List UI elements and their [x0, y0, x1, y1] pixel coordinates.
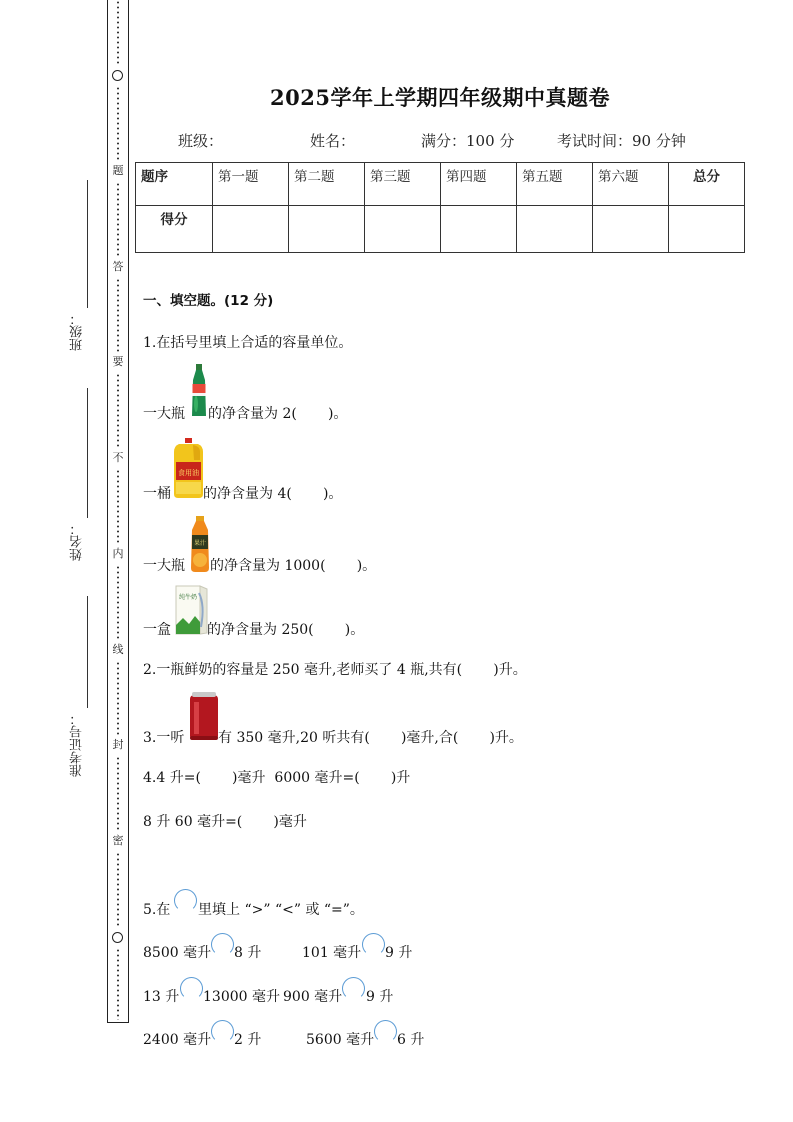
compare-circle-input[interactable]: [362, 933, 385, 956]
name-field-label: 姓名：: [310, 132, 356, 150]
compare-right-value: 6 升: [397, 1032, 425, 1048]
section-heading: 一、填空题。(12 分): [143, 293, 274, 309]
binding-char: 封: [112, 738, 124, 751]
binding-char: 内: [112, 547, 124, 560]
full-score-text: 满分：100 分: [421, 132, 515, 150]
question-4-line-2: 8 升 60 毫升=( )毫升: [143, 814, 307, 830]
q1-item-4-prefix: 一盒: [143, 622, 171, 638]
exam-time-text: 考试时间：90 分钟: [557, 132, 686, 150]
score-input-cell[interactable]: [289, 206, 365, 253]
score-header-cell: 第五题: [517, 163, 593, 206]
compare-right-value: 2 升: [234, 1032, 262, 1048]
class-write-line[interactable]: [87, 180, 88, 308]
compare-right-value: 9 升: [366, 989, 394, 1005]
compare-circle-input[interactable]: [211, 933, 234, 956]
binding-char: 密: [112, 834, 124, 847]
compare-left-value: 8500 毫升: [143, 945, 212, 961]
soda-can-icon: [189, 692, 219, 742]
score-table-header-row: [136, 163, 745, 206]
question-3-text: 有 350 毫升,20 听共有( )毫升,合( )升。: [218, 730, 523, 746]
binding-dotted-line: [116, 278, 120, 354]
binding-char: 线: [112, 643, 124, 656]
score-header-cell: 题序: [136, 163, 213, 206]
score-input-cell[interactable]: [669, 206, 745, 253]
compare-left-value: 900 毫升: [283, 989, 343, 1005]
binding-char: 要: [112, 355, 124, 368]
score-table-row: [136, 206, 745, 253]
compare-left-value: 5600 毫升: [306, 1032, 375, 1048]
binding-dotted-line: [116, 373, 120, 449]
oil-barrel-icon: [173, 438, 204, 498]
exam-no-write-line[interactable]: [87, 596, 88, 708]
question-5-stem: 里填上 “>” “<” 或 “=”。: [198, 902, 364, 918]
score-input-cell[interactable]: [441, 206, 517, 253]
compare-left-value: 13 升: [143, 989, 180, 1005]
binding-char: 答: [112, 260, 124, 273]
compare-circle-input[interactable]: [211, 1020, 234, 1043]
binding-dotted-line: [116, 565, 120, 641]
question-4-line-1: 4.4 升=( )毫升 6000 毫升=( )升: [143, 770, 411, 786]
q1-item-3-prefix: 一大瓶: [143, 558, 185, 574]
q1-item-1-text: 的净含量为 2( )。: [208, 406, 348, 422]
binding-dotted-line: [116, 86, 120, 162]
binding-dotted-line: [116, 756, 120, 832]
score-header-cell: 第四题: [441, 163, 517, 206]
binding-char: 题: [112, 164, 124, 177]
score-header-cell: 第三题: [365, 163, 441, 206]
question-2: 2.一瓶鲜奶的容量是 250 毫升,老师买了 4 瓶,共有( )升。: [143, 662, 527, 678]
score-input-cell[interactable]: [593, 206, 669, 253]
compare-right-value: 8 升: [234, 945, 262, 961]
compare-left-value: 101 毫升: [302, 945, 362, 961]
milk-label: 纯牛奶: [178, 594, 198, 601]
oil-label: 食用油: [178, 469, 199, 477]
compare-right-value: 13000 毫升: [203, 989, 280, 1005]
compare-left-value: 2400 毫升: [143, 1032, 212, 1048]
compare-circle-input[interactable]: [180, 977, 203, 1000]
binding-ring-icon: [112, 70, 123, 81]
class-label: 班级：: [70, 312, 85, 351]
binding-dotted-line: [116, 852, 120, 928]
binding-dotted-line: [116, 0, 120, 64]
compare-circle-icon: [174, 889, 197, 912]
juice-bottle-icon: [189, 516, 211, 572]
compare-circle-input[interactable]: [342, 977, 365, 1000]
compare-circle-input[interactable]: [374, 1020, 397, 1043]
name-label: 姓名：: [70, 522, 85, 561]
milk-carton-icon: [175, 585, 208, 635]
score-header-cell: 总分: [669, 163, 745, 206]
q1-item-2-text: 的净含量为 4( )。: [203, 486, 343, 502]
score-row-label: 得分: [136, 206, 213, 253]
score-input-cell[interactable]: [213, 206, 289, 253]
question-5-prefix: 5.在: [143, 902, 171, 918]
q1-item-3-text: 的净含量为 1000( )。: [210, 558, 377, 574]
binding-ring-icon: [112, 932, 123, 943]
binding-dotted-line: [116, 661, 120, 737]
binding-dotted-line: [116, 948, 120, 1020]
q1-item-4-text: 的净含量为 250( )。: [207, 622, 365, 638]
name-write-line[interactable]: [87, 388, 88, 518]
score-table: [135, 162, 745, 253]
juice-label: 果汁: [193, 540, 207, 547]
score-input-cell[interactable]: [365, 206, 441, 253]
class-field-label: 班级：: [178, 132, 224, 150]
q1-item-1-prefix: 一大瓶: [143, 406, 185, 422]
score-header-cell: 第一题: [213, 163, 289, 206]
binding-dotted-line: [116, 182, 120, 258]
exam-no-label: 准考证号：: [70, 712, 85, 777]
binding-dotted-line: [116, 469, 120, 545]
binding-char: 不: [112, 451, 124, 464]
score-header-cell: 第六题: [593, 163, 669, 206]
compare-right-value: 9 升: [385, 945, 413, 961]
score-header-cell: 第二题: [289, 163, 365, 206]
score-input-cell[interactable]: [517, 206, 593, 253]
question-3-prefix: 3.一听: [143, 730, 185, 746]
q1-item-2-prefix: 一桶: [143, 486, 171, 502]
soda-bottle-icon: [189, 364, 209, 418]
page-title: 2025学年上学期四年级期中真题卷: [270, 85, 610, 110]
question-1-stem: 1.在括号里填上合适的容量单位。: [143, 335, 353, 351]
